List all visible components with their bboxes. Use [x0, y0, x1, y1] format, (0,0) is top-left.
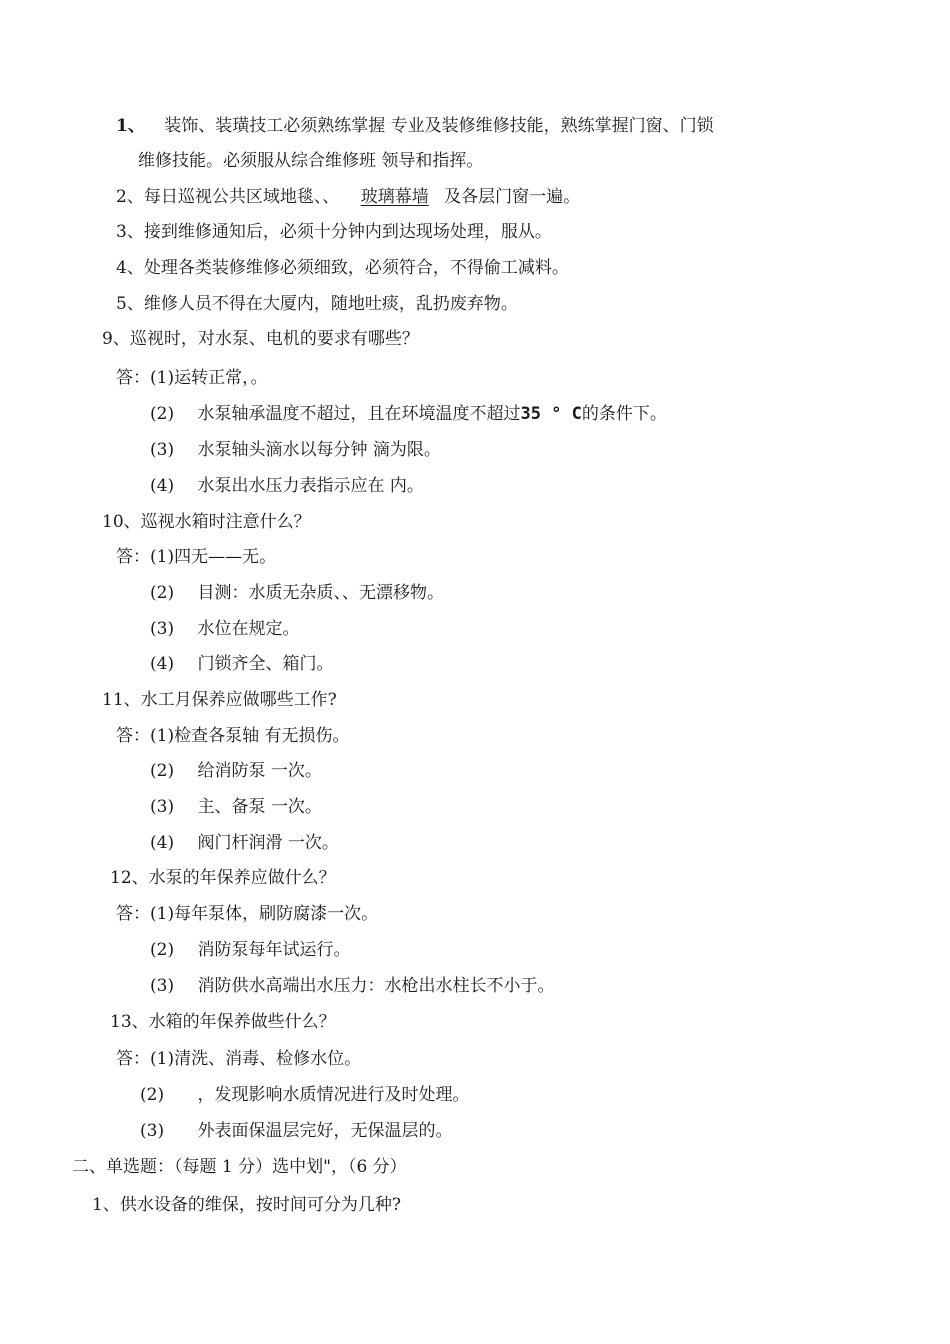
item-text: 装饰、装璜技工必须熟练掌握 专业及装修维修技能，熟练掌握门窗、门锁: [164, 116, 714, 136]
subitem-number: (4): [150, 476, 175, 496]
subitem-number: (3): [150, 440, 175, 460]
answer-line: 答：(1)四无——无。: [116, 547, 277, 567]
subitem-number: (4): [150, 654, 175, 674]
item-number: 1、: [116, 116, 145, 136]
text-line: 3、接到维修通知后，必须十分钟内到达现场处理，服从。: [116, 222, 552, 242]
subitem-text: 给消防泵 一次。: [197, 761, 322, 781]
subitem-text: 外表面保温层完好，无保温层的。: [197, 1121, 453, 1141]
subitem-number: (3): [150, 976, 175, 996]
subitem-text: 水位在规定。: [197, 619, 300, 639]
answer-line: 答：(1)运转正常，。: [116, 368, 268, 388]
answer-subitem: [150, 832, 339, 854]
answer-line: 答：(1)清洗、消毒、检修水位。: [116, 1049, 362, 1069]
subitem-number: (2): [140, 1085, 165, 1105]
subitem-text: 水泵轴头滴水以每分钟 滴为限。: [197, 440, 441, 460]
text-line: 5、维修人员不得在大厦内，随地吐痰，乱扔废弃物。: [116, 294, 518, 314]
item-2-line: [116, 186, 580, 208]
answer-subitem: [140, 1084, 470, 1106]
question-heading: 11、水工月保养应做哪些工作?: [102, 690, 337, 710]
answer-subitem: [150, 582, 444, 604]
question-heading: 9、巡视时，对水泵、电机的要求有哪些？: [102, 329, 419, 349]
subitem-text: 目测：水质无杂质、、无漂移物。: [197, 583, 444, 603]
subitem-text: 门锁齐全、箱门。: [197, 654, 334, 674]
section-heading: 二、单选题：（每题 1 分）选中划"，（6 分）: [72, 1157, 407, 1177]
subitem-text: 消防泵每年试运行。: [197, 940, 351, 960]
answer-line: 答：(1)每年泵体，刷防腐漆一次。: [116, 904, 379, 924]
subitem-number: (3): [150, 797, 175, 817]
subitem-number: (2): [150, 761, 175, 781]
question-heading: 12、水泵的年保养应做什么？: [110, 868, 336, 888]
question-heading: 10、巡视水箱时注意什么？: [102, 512, 311, 532]
subitem-text: 水泵轴承温度不超过，且在环境温度不超过: [197, 404, 521, 424]
item-1-line: [116, 115, 714, 137]
subitem-number: (2): [150, 940, 175, 960]
answer-subitem: [150, 653, 334, 675]
subitem-number: (2): [150, 404, 175, 424]
subitem-text: 主、备泵 一次。: [197, 797, 322, 817]
answer-line: 答：(1)检查各泵轴 有无损伤。: [116, 726, 350, 746]
answer-subitem: [150, 760, 322, 782]
temperature-value: 35 ° C: [520, 404, 582, 424]
subitem-number: (2): [150, 583, 175, 603]
question-heading: 13、水箱的年保养做些什么？: [110, 1012, 336, 1032]
answer-subitem: [150, 618, 300, 640]
underlined-term: 玻璃幕墙: [360, 187, 429, 207]
answer-subitem: [150, 403, 667, 425]
answer-subitem: [150, 796, 322, 818]
text-line: 4、处理各类装修维修必须细致，必须符合，不得偷工减料。: [116, 258, 569, 278]
answer-subitem: [150, 939, 351, 961]
item-text: 及各层门窗一遍。: [444, 187, 581, 207]
answer-subitem: [140, 1120, 453, 1142]
subitem-text: ，发现影响水质情况进行及时处理。: [197, 1085, 470, 1105]
item-text: 2、每日巡视公共区域地毯、、: [116, 187, 340, 207]
subitem-text: 阀门杆润滑 一次。: [197, 833, 339, 853]
subitem-text: 水泵出水压力表指示应在 内。: [197, 476, 424, 496]
subitem-number: (4): [150, 833, 175, 853]
subitem-number: (3): [140, 1121, 165, 1141]
answer-subitem: [150, 975, 555, 997]
subitem-number: (3): [150, 619, 175, 639]
question-heading: 1、供水设备的维保，按时间可分为几种?: [92, 1195, 401, 1215]
text-line: 维修技能。必须服从综合维修班 领导和指挥。: [138, 151, 484, 171]
subitem-text: 消防供水高端出水压力：水枪出水柱长不小于。: [197, 976, 555, 996]
subitem-text: 的条件下。: [581, 404, 667, 424]
answer-subitem: [150, 439, 441, 461]
answer-subitem: [150, 475, 424, 497]
